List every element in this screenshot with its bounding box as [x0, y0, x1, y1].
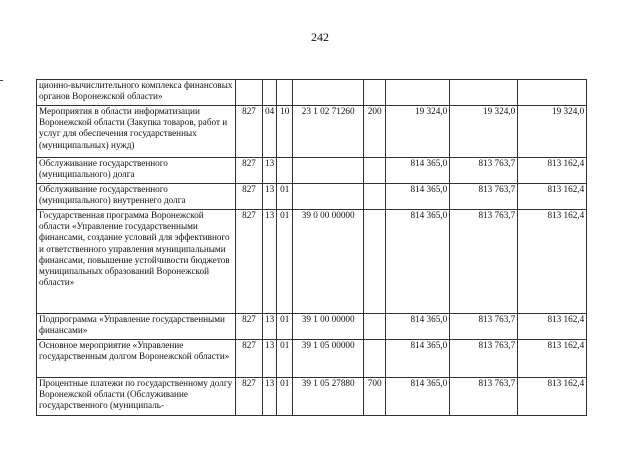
expense-type-code — [364, 340, 386, 378]
row-name: Процентные платежи по государственному долгу Воронежской области (Обслуживание государственного (муниципаль- — [37, 378, 236, 416]
target-article-code: 23 1 02 71260 — [293, 106, 364, 158]
target-article-code — [293, 184, 364, 210]
table-row — [37, 106, 587, 158]
subsection-code: 01 — [277, 340, 293, 378]
grbs-code — [236, 80, 263, 106]
expense-type-code — [364, 80, 386, 106]
grbs-code: 827 — [236, 314, 263, 340]
section-code: 13 — [263, 158, 277, 184]
section-code: 04 — [263, 106, 277, 158]
amount-year-3: 813 162,4 — [518, 314, 587, 340]
expense-type-code: 200 — [364, 106, 386, 158]
amount-year-1 — [386, 80, 450, 106]
amount-year-2: 813 763,7 — [450, 158, 518, 184]
amount-year-1: 814 365,0 — [386, 158, 450, 184]
subsection-code — [277, 158, 293, 184]
target-article-code — [293, 80, 364, 106]
expense-type-code — [364, 210, 386, 314]
amount-year-2: 813 763,7 — [450, 378, 518, 416]
amount-year-2: 813 763,7 — [450, 184, 518, 210]
section-code: 13 — [263, 378, 277, 416]
subsection-code: 01 — [277, 378, 293, 416]
row-name: Обслуживание государственного (муниципального) внутреннего долга — [37, 184, 236, 210]
row-name: Подпрограмма «Управление государственными финансами» — [37, 314, 236, 340]
row-name: Обслуживание государственного (муниципального) долга — [37, 158, 236, 184]
page-number: 242 — [311, 30, 329, 44]
table-row — [37, 210, 587, 314]
table-row — [37, 80, 587, 106]
target-article-code: 39 0 00 00000 — [293, 210, 364, 314]
row-name: Мероприятия в области информатизации Воронежской области (Закупка товаров, работ и услуг для обеспечения государственных (муниципальных) нужд) — [37, 106, 236, 158]
section-code — [263, 80, 277, 106]
amount-year-3 — [518, 80, 587, 106]
amount-year-3: 813 162,4 — [518, 184, 587, 210]
amount-year-1: 814 365,0 — [386, 314, 450, 340]
grbs-code: 827 — [236, 158, 263, 184]
grbs-code: 827 — [236, 210, 263, 314]
section-code: 13 — [263, 210, 277, 314]
amount-year-1: 814 365,0 — [386, 184, 450, 210]
subsection-code: 01 — [277, 314, 293, 340]
target-article-code: 39 1 05 00000 — [293, 340, 364, 378]
subsection-code: 10 — [277, 106, 293, 158]
expense-type-code — [364, 184, 386, 210]
amount-year-3: 19 324,0 — [518, 106, 587, 158]
expense-type-code — [364, 158, 386, 184]
table-row — [37, 184, 587, 210]
subsection-code: 01 — [277, 210, 293, 314]
section-code: 13 — [263, 340, 277, 378]
grbs-code: 827 — [236, 340, 263, 378]
amount-year-3: 813 162,4 — [518, 378, 587, 416]
expense-type-code: 700 — [364, 378, 386, 416]
amount-year-1: 19 324,0 — [386, 106, 450, 158]
amount-year-3: 813 162,4 — [518, 158, 587, 184]
row-name: ционно-вычислительного комплекса финансовых органов Воронежской области» — [37, 80, 236, 106]
amount-year-1: 814 365,0 — [386, 378, 450, 416]
table-row — [37, 340, 587, 378]
row-name: Основное мероприятие «Управление государственным долгом Воронежской области» — [37, 340, 236, 378]
target-article-code — [293, 158, 364, 184]
table-row — [37, 314, 587, 340]
expense-type-code — [364, 314, 386, 340]
table-row — [37, 378, 587, 416]
grbs-code: 827 — [236, 184, 263, 210]
section-code: 13 — [263, 314, 277, 340]
section-code: 13 — [263, 184, 277, 210]
margin-mark — [0, 80, 3, 81]
amount-year-2: 813 763,7 — [450, 314, 518, 340]
grbs-code: 827 — [236, 378, 263, 416]
amount-year-3: 813 162,4 — [518, 340, 587, 378]
budget-table — [36, 79, 587, 416]
amount-year-2 — [450, 80, 518, 106]
row-name: Государственная программа Воронежской области «Управление государственными финансами, создание условий для эффективного и ответственного управления муниципальными финансами, повышение устойчивости бюджетов муниципальных образований Воронежской области» — [37, 210, 236, 314]
amount-year-1: 814 365,0 — [386, 340, 450, 378]
table-row — [37, 158, 587, 184]
amount-year-2: 19 324,0 — [450, 106, 518, 158]
subsection-code: 01 — [277, 184, 293, 210]
amount-year-3: 813 162,4 — [518, 210, 587, 314]
grbs-code: 827 — [236, 106, 263, 158]
amount-year-2: 813 763,7 — [450, 210, 518, 314]
target-article-code: 39 1 05 27880 — [293, 378, 364, 416]
amount-year-2: 813 763,7 — [450, 340, 518, 378]
amount-year-1: 814 365,0 — [386, 210, 450, 314]
subsection-code — [277, 80, 293, 106]
target-article-code: 39 1 00 00000 — [293, 314, 364, 340]
